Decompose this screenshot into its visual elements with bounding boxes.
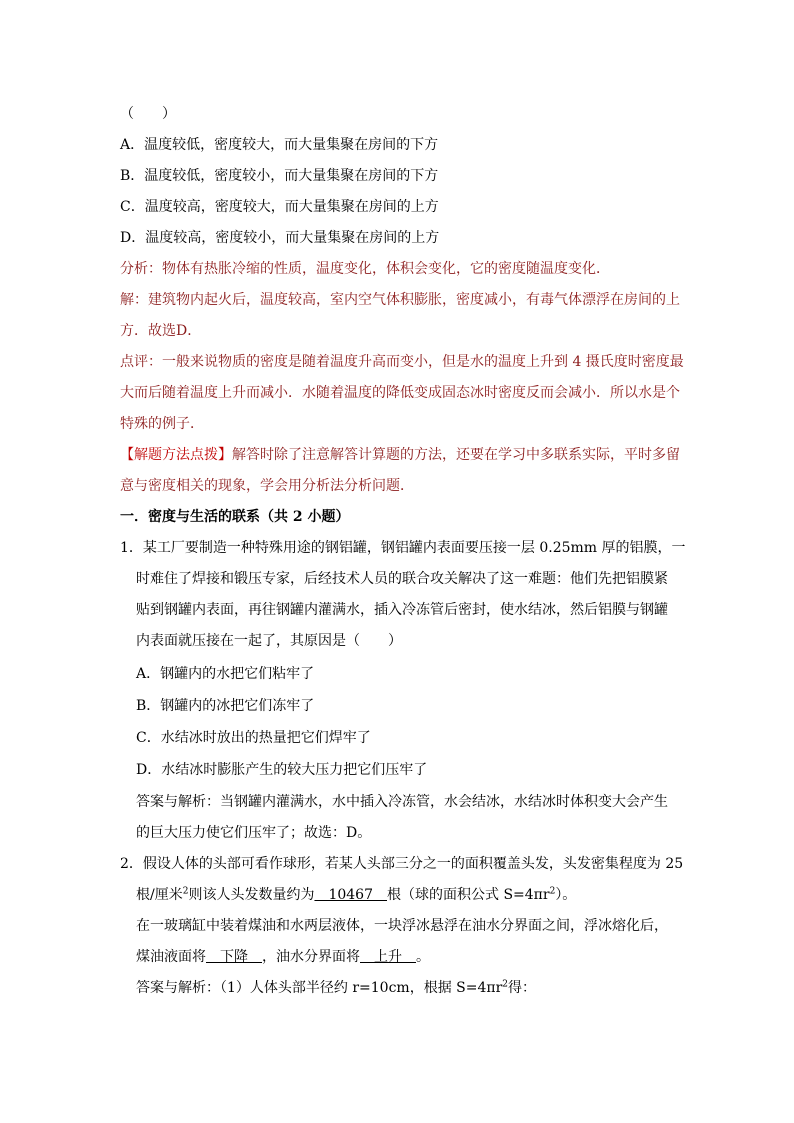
q1-option-c: C．水结冰时放出的热量把它们焊牢了 (136, 730, 371, 746)
q2-answer-text: 答案与解析：（1）人体头部半径约 r=10cm，根据 S=4πr (136, 980, 503, 996)
method-line-1 (120, 446, 680, 464)
method-text-1: 解答时除了注意解答计算题的方法，还要在学习中多联系实际，平时多留 (232, 447, 680, 463)
comment-line-2: 大而后随着温度上升而减小．水随着温度的降低变成固态冰时密度反而会减小．所以水是个 (120, 385, 680, 401)
method-label: 【解题方法点拨】 (120, 447, 232, 463)
solution-line-1: 解：建筑物内起火后，温度较高，室内空气体积膨胀，密度减小，有毒气体漂浮在房间的上 (120, 292, 680, 308)
q2-unit: 根/厘米 (136, 887, 183, 903)
q2-line4-end: 。 (416, 949, 430, 965)
q2-answer-sup: 2 (502, 979, 509, 990)
q2-formula: 根（球的面积公式 S=4πr (387, 887, 550, 903)
q1-line-2: 时难住了焊接和锻压专家，后经技术人员的联合攻关解决了这一难题：他们先把铝膜紧 (136, 571, 668, 587)
q2-line-3: 在一玻璃缸中装着煤油和水两层液体，一块浮冰悬浮在油水分界面之间，浮冰熔化后， (136, 918, 668, 934)
q2-blank-answer-3: 上升 (360, 949, 416, 965)
answer-bracket: （ ） (120, 106, 176, 122)
q2-line-end: ）。 (555, 887, 577, 903)
solution-line-2: 方．故选D． (120, 323, 202, 339)
q1-line-1: 1．某工厂要制造一种特殊用途的钢铝罐，钢铝罐内表面要压接一层 0.25mm 厚的铝膜，一 (120, 540, 686, 556)
q1-line-4: 内表面就压接在一起了，其原因是（ ） (136, 633, 402, 649)
method-line-2: 意与密度相关的现象，学会用分析法分析问题． (120, 478, 414, 494)
option-c: C．温度较高，密度较大，而大量集聚在房间的上方 (120, 199, 439, 215)
q1-answer-line-1: 答案与解析：当钢罐内灌满水，水中插入冷冻管，水会结冰，水结冰时体积变大会产生 (136, 794, 668, 810)
q1-answer-line-2: 的巨大压力使它们压牢了；故选：D。 (136, 825, 372, 841)
q2-blank-answer-2: 下降 (206, 949, 262, 965)
q2-blank-answer-1: 10467 (314, 887, 387, 903)
section-title: 一．密度与生活的联系（共 2 小题） (120, 509, 350, 525)
comment-line-3: 特殊的例子． (120, 416, 204, 432)
q2-line-1: 2．假设人体的头部可看作球形，若某人头部三分之一的面积覆盖头发，头发密集程度为 25 (120, 856, 684, 872)
q2-answer-line (136, 979, 536, 997)
q2-oil-label: 煤油液面将 (136, 949, 206, 965)
comment-line-1: 点评：一般来说物质的密度是随着温度升高而变小，但是水的温度上升到 4 摄氏度时密度最 (120, 354, 684, 370)
q2-line-4 (136, 948, 430, 966)
analysis-text: 分析：物体有热胀冷缩的性质，温度变化，体积会变化，它的密度随温度变化． (120, 261, 610, 277)
q2-interface-label: ，油水分界面将 (262, 949, 360, 965)
q2-sup: 2 (182, 886, 189, 897)
q2-line-2 (136, 886, 576, 904)
option-a: A．温度较低，密度较大，而大量集聚在房间的下方 (120, 137, 439, 153)
q2-mid: 则该人头发数量约为 (188, 887, 315, 903)
option-b: B．温度较低，密度较小，而大量集聚在房间的下方 (120, 168, 439, 184)
q1-option-b: B．钢罐内的冰把它们冻牢了 (136, 698, 315, 714)
q1-option-a: A．钢罐内的水把它们粘牢了 (136, 666, 315, 682)
option-d: D．温度较高，密度较小，而大量集聚在房间的上方 (120, 230, 440, 246)
q2-formula-sup: 2 (549, 886, 556, 897)
q2-answer-end: 得： (508, 980, 537, 996)
q1-line-3: 贴到钢罐内表面，再往钢罐内灌满水，插入冷冻管后密封，使水结冰，然后铝膜与钢罐 (136, 602, 668, 618)
q1-option-d: D．水结冰时膨胀产生的较大压力把它们压牢了 (136, 762, 428, 778)
